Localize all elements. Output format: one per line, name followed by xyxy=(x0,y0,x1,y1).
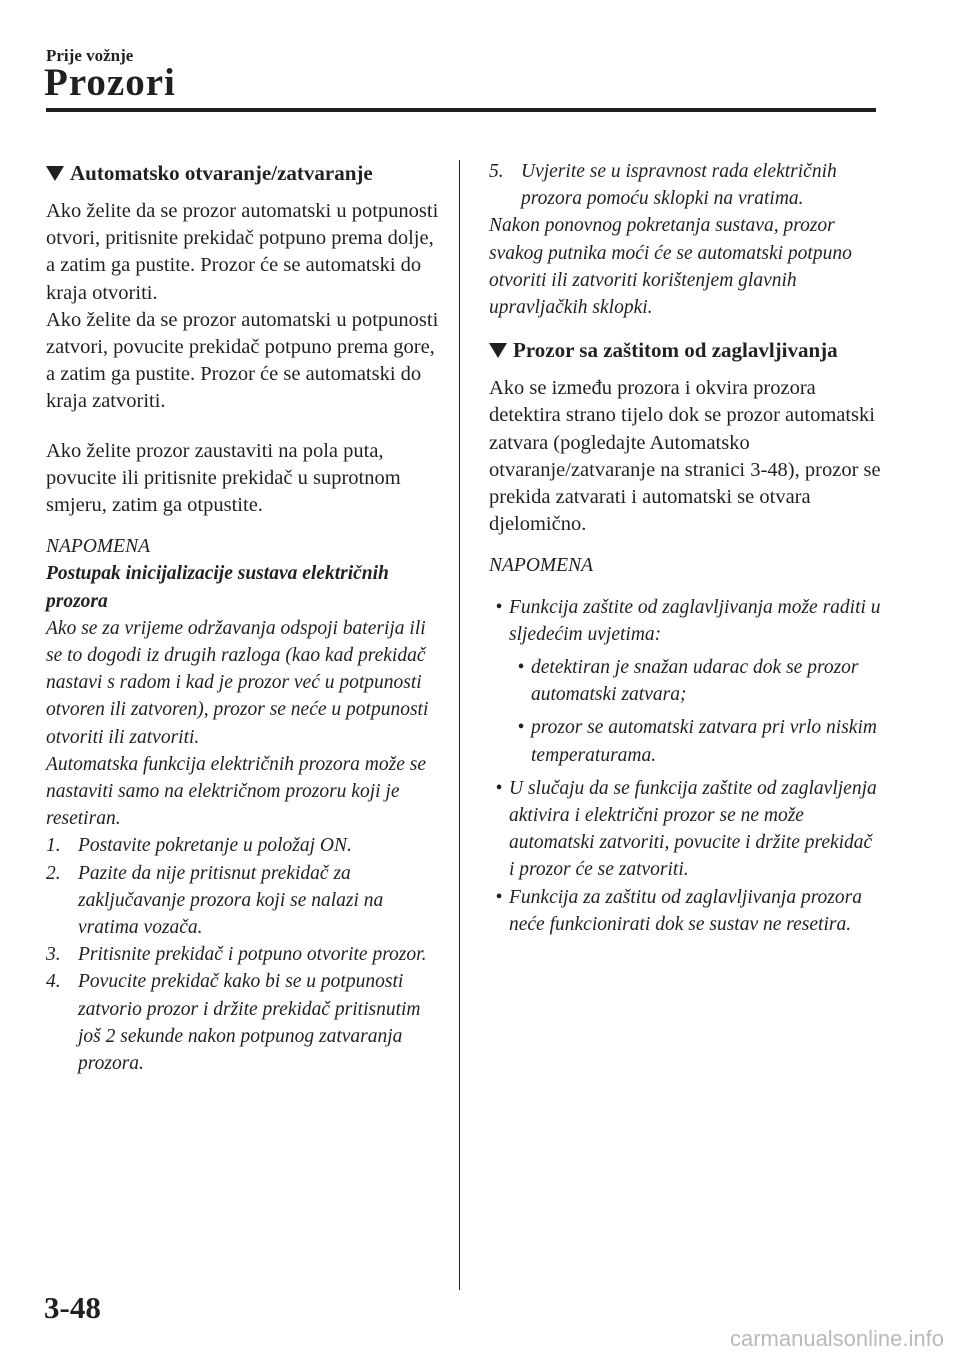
triangle-marker-icon xyxy=(46,166,64,181)
left-column xyxy=(46,158,442,1077)
header-divider xyxy=(46,108,876,112)
bullet-dot-icon: • xyxy=(517,717,525,739)
sub-bullet-item xyxy=(489,714,881,768)
bullet-dot-icon: • xyxy=(495,886,503,908)
paragraph: Ako želite prozor zaustaviti na pola puta, povucite ili pritisnite prekidač u suprotnom smjeru, zatim ga otpustite. xyxy=(46,439,401,517)
note-text: Automatska funkcija električnih prozora može se nastaviti samo na električnom prozoru koji je resetiran. xyxy=(46,753,427,830)
bullet-item xyxy=(489,594,881,648)
bullet-dot-icon: • xyxy=(517,657,525,679)
column-divider xyxy=(459,160,460,1290)
step-number: 2. xyxy=(46,862,61,884)
step-text: Pritisnite prekidač i potpuno otvorite prozor. xyxy=(78,944,427,966)
bullet-text: detektiran je snažan udarac dok se prozor automatski zatvara; xyxy=(531,657,859,706)
triangle-marker-icon xyxy=(489,343,507,358)
step-number: 3. xyxy=(46,944,61,966)
note-text: Ako se za vrijeme održavanja odspoji baterija ili se to dogodi iz drugih razloga (kao kad prekidač nastavi s radom i kad je prozor već u potpunosti otvoren ili zatvoren), prozor se neće u potpunosti otvoriti ili zatvoriti. xyxy=(46,617,429,748)
step-item xyxy=(489,158,881,212)
bullet-dot-icon: • xyxy=(495,777,503,799)
heading-text: Automatsko otvaranje/zatvaranje xyxy=(70,161,373,185)
page-number: 3-48 xyxy=(44,1290,101,1325)
page-title: Prozori xyxy=(44,61,176,104)
paragraph: Ako želite da se prozor automatski u potpunosti zatvori, povucite prekidač potpuno prema gore, a zatim ga pustite. Prozor će se automatski do kraja zatvoriti. xyxy=(46,308,439,413)
sub-bullet-item xyxy=(489,654,881,708)
section-heading-antipinch xyxy=(489,335,881,365)
step-item xyxy=(46,968,442,1077)
step-item xyxy=(46,860,442,942)
step-number: 1. xyxy=(46,835,61,857)
note-label: NAPOMENA xyxy=(46,536,150,558)
step-text: Pazite da nije pritisnut prekidač za zaključavanje prozora koji se nalazi na vratima vozača. xyxy=(78,862,384,939)
step-number: 4. xyxy=(46,971,61,993)
note-label: NAPOMENA xyxy=(489,555,593,577)
paragraph: Ako želite da se prozor automatski u potpunosti otvori, pritisnite prekidač potpuno prema dolje, a zatim ga pustite. Prozor će se automatski do kraja otvoriti. xyxy=(46,200,439,304)
step-text: Postavite pokretanje u položaj ON. xyxy=(78,835,352,857)
step-number: 5. xyxy=(489,161,504,182)
bullet-item xyxy=(489,775,881,884)
step-item xyxy=(46,941,442,968)
note-title: Postupak inicijalizacije sustava električnih prozora xyxy=(46,563,389,612)
step-item xyxy=(46,832,442,859)
section-label: Prije vožnje xyxy=(46,46,134,65)
bullet-text: prozor se automatski zatvara pri vrlo niskim temperaturama. xyxy=(531,717,877,766)
bullet-text: Funkcija zaštite od zaglavljivanja može raditi u sljedećim uvjetima: xyxy=(509,596,881,645)
section-heading-auto xyxy=(46,158,442,188)
step-text: Uvjerite se u ispravnost rada električnih prozora pomoću sklopki na vratima. xyxy=(521,161,837,210)
step-text: Povucite prekidač kako bi se u potpunosti zatvorio prozor i držite prekidač pritisnutim još 2 sekunde nakon potpunog zatvaranja prozora. xyxy=(78,971,421,1075)
heading-text: Prozor sa zaštitom od zaglavljivanja xyxy=(513,338,838,363)
bullet-text: Funkcija za zaštitu od zaglavljivanja prozora neće funkcionirati dok se sustav ne resetira. xyxy=(509,886,862,935)
bullet-text: U slučaju da se funkcija zaštite od zaglavljenja aktivira i električni prozor se ne može automatski zatvoriti, povucite i držite prekidač i prozor će se zatvoriti. xyxy=(509,777,877,881)
bullet-item xyxy=(489,884,881,938)
paragraph: Ako se između prozora i okvira prozora detektira strano tijelo dok se prozor automatski zatvara (pogledajte Automatsko otvaranje/zatvaranje na stranici 3-48), prozor se prekida zatvarati i automatski se otvara djelomično. xyxy=(489,377,881,536)
bullet-dot-icon: • xyxy=(495,596,503,618)
right-column xyxy=(489,158,881,938)
watermark: carmanualsonline.info xyxy=(729,1326,944,1351)
note-text: Nakon ponovnog pokretanja sustava, prozor svakog putnika moći će se automatski potpuno otvoriti ili zatvoriti korištenjem glavnih upravljačkih sklopki. xyxy=(489,215,852,319)
